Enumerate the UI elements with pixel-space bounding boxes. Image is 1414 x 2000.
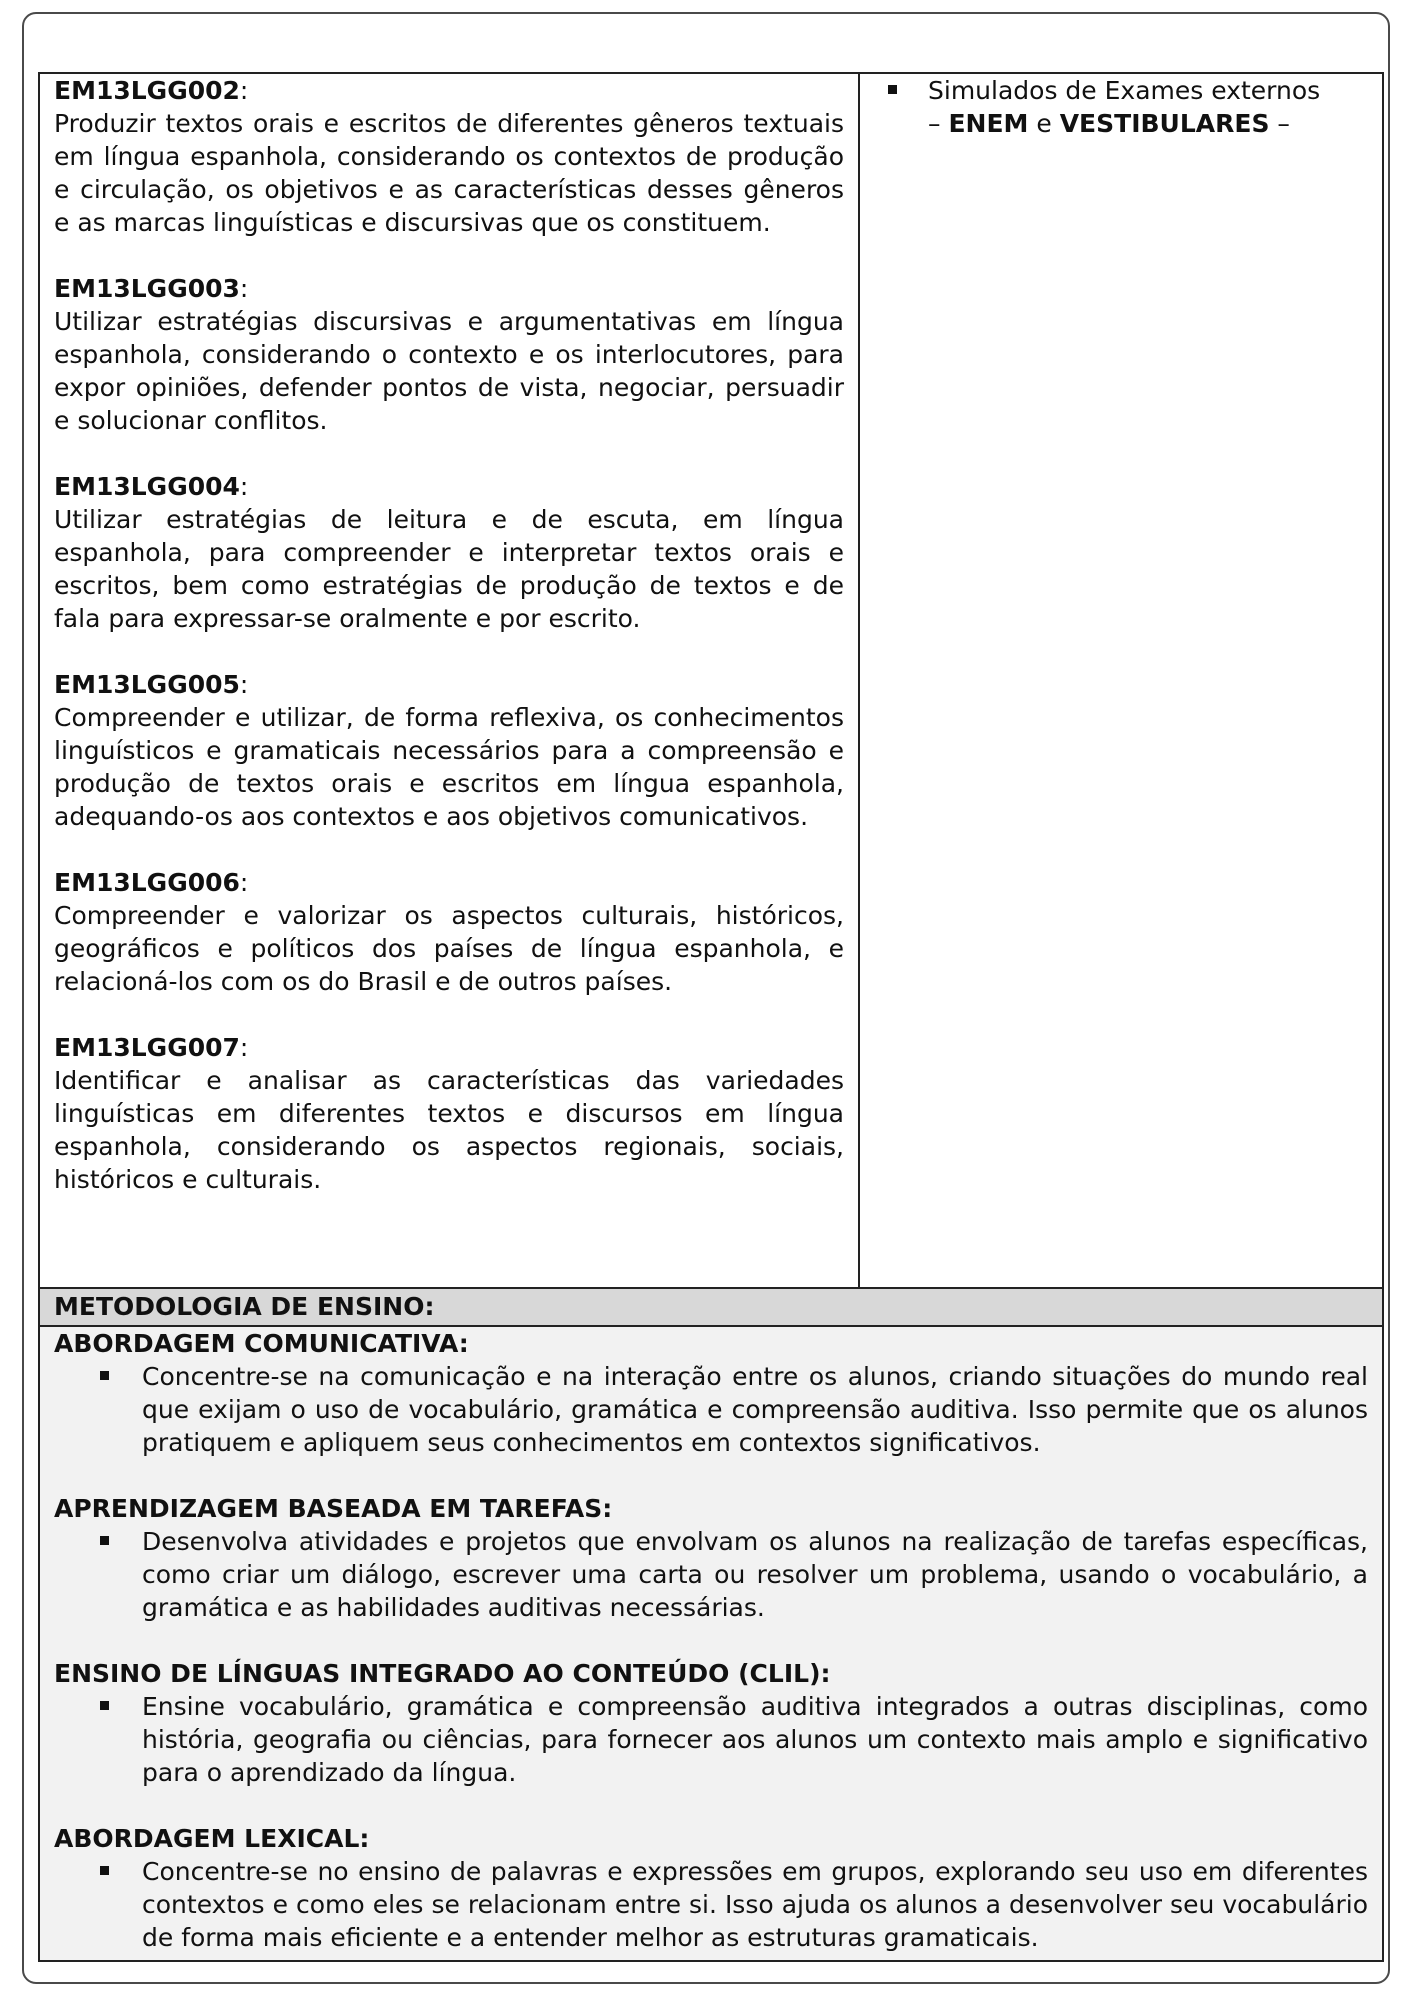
skills-column [40, 74, 860, 1287]
exam-bullet: Simulados de Exames externos – ENEM e VESTIBULARES – [884, 74, 1364, 140]
section-title: ENSINO DE LÍNGUAS INTEGRADO AO CONTEÚDO (CLIL): [54, 1659, 831, 1688]
skill-code: EM13LGG005 [54, 670, 240, 699]
methodology-body [40, 1327, 1382, 1960]
section-title: APRENDIZAGEM BASEADA EM TAREFAS: [54, 1494, 613, 1523]
square-bullet-icon [100, 1701, 109, 1710]
skill-item: EM13LGG004: Utilizar estratégias de leitura e de escuta, em língua espanhola, para compreender e interpretar textos orais e escritos, bem como estratégias de produção de textos e de fala para expressar-se oralmente e por escrito. [54, 472, 844, 633]
content-table [38, 72, 1384, 1962]
square-bullet-icon [100, 1536, 109, 1545]
skill-item: EM13LGG006: Compreender e valorizar os aspectos culturais, históricos, geográficos e políticos dos países de língua espanhola, e relacioná-los com os do Brasil e de outros países. [54, 868, 844, 996]
square-bullet-icon [100, 1866, 109, 1875]
skill-description: Utilizar estratégias discursivas e argumentativas em língua espanhola, considerando o contexto e os interlocutores, para expor opiniões, defender pontos de vista, negociar, persuadir e solucionar conflitos. [54, 307, 844, 435]
skill-code: EM13LGG006 [54, 868, 240, 897]
section-title: ABORDAGEM COMUNICATIVA: [54, 1329, 469, 1358]
skill-description: Compreender e utilizar, de forma reflexiva, os conhecimentos linguísticos e gramaticais necessários para a compreensão e produção de textos orais e escritos em língua espanhola, adequando-os aos contextos e aos objetivos comunicativos. [54, 703, 844, 831]
methodology-header: METODOLOGIA DE ENSINO: [40, 1289, 1382, 1327]
square-bullet-icon [888, 85, 897, 94]
skill-description: Produzir textos orais e escritos de diferentes gêneros textuais em língua espanhola, considerando os contextos de produção e circulação, os objetivos e as características desses gêneros e as marcas linguísticas e discursivas que os constituem. [54, 109, 844, 237]
skills-row [40, 74, 1382, 1289]
section-bullet: Desenvolva atividades e projetos que envolvam os alunos na realização de tarefas específicas, como criar um diálogo, escrever uma carta ou resolver um problema, usando o vocabulário, a gramática e as habilidades auditivas necessárias. [54, 1525, 1368, 1624]
skill-code: EM13LGG007 [54, 1033, 240, 1062]
skill-code: EM13LGG003 [54, 274, 240, 303]
section-title: ABORDAGEM LEXICAL: [54, 1824, 370, 1853]
methodology-section [54, 1327, 1368, 1459]
skill-description: Compreender e valorizar os aspectos culturais, históricos, geográficos e políticos dos países de língua espanhola, e relacioná-los com os do Brasil e de outros países. [54, 901, 844, 996]
section-bullet: Ensine vocabulário, gramática e compreensão auditiva integrados a outras disciplinas, como história, geografia ou ciências, para fornecer aos alunos um contexto mais amplo e significativo para o aprendizado da língua. [54, 1690, 1368, 1789]
methodology-section [54, 1492, 1368, 1624]
methodology-section [54, 1822, 1368, 1954]
skill-code: EM13LGG004 [54, 472, 240, 501]
section-bullet: Concentre-se na comunicação e na interação entre os alunos, criando situações do mundo real que exijam o uso de vocabulário, gramática e compreensão auditiva. Isso permite que os alunos pratiquem e apliquem seus conhecimentos em contextos significativos. [54, 1360, 1368, 1459]
square-bullet-icon [100, 1371, 109, 1380]
skill-description: Identificar e analisar as características das variedades linguísticas em diferentes textos e discursos em língua espanhola, considerando os aspectos regionais, sociais, históricos e culturais. [54, 1066, 844, 1194]
vestibulares-label: VESTIBULARES [1059, 109, 1270, 138]
skill-code: EM13LGG002 [54, 76, 240, 105]
methodology-section [54, 1657, 1368, 1789]
section-bullet: Concentre-se no ensino de palavras e expressões em grupos, explorando seu uso em diferentes contextos e como eles se relacionam entre si. Isso ajuda os alunos a desenvolver seu vocabulário de forma mais eficiente e a entender melhor as estruturas gramaticais. [54, 1855, 1368, 1954]
enem-label: ENEM [948, 109, 1029, 138]
skill-item: EM13LGG003: Utilizar estratégias discursivas e argumentativas em língua espanhola, considerando o contexto e os interlocutores, para expor opiniões, defender pontos de vista, negociar, persuadir e solucionar conflitos. [54, 274, 844, 435]
resources-column [860, 74, 1382, 1287]
skill-item: EM13LGG007: Identificar e analisar as características das variedades linguísticas em diferentes textos e discursos em língua espanhola, considerando os aspectos regionais, sociais, históricos e culturais. [54, 1033, 844, 1194]
skill-item: EM13LGG005: Compreender e utilizar, de forma reflexiva, os conhecimentos linguísticos e gramaticais necessários para a compreensão e produção de textos orais e escritos em língua espanhola, adequando-os aos contextos e aos objetivos comunicativos. [54, 670, 844, 831]
skill-description: Utilizar estratégias de leitura e de escuta, em língua espanhola, para compreender e interpretar textos orais e escritos, bem como estratégias de produção de textos e de fala para expressar-se oralmente e por escrito. [54, 505, 844, 633]
skill-item: EM13LGG002: Produzir textos orais e escritos de diferentes gêneros textuais em língua espanhola, considerando os contextos de produção e circulação, os objetivos e as características desses gêneros e as marcas linguísticas e discursivas que os constituem. [54, 76, 844, 237]
